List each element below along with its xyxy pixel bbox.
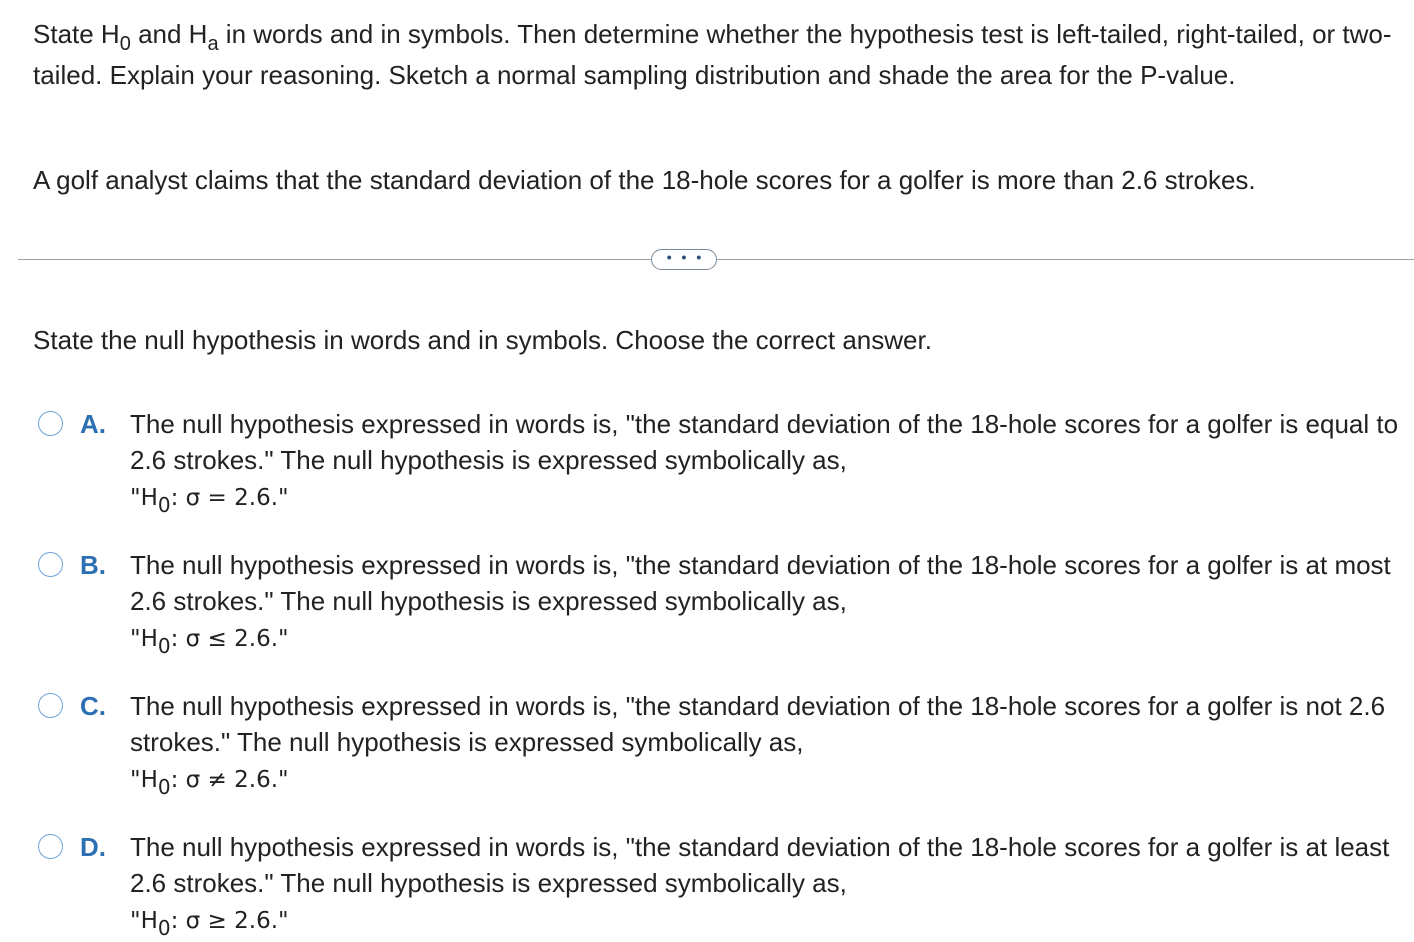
option-d[interactable] (38, 829, 1408, 939)
option-symbol-d: "$H_0$: σ ≥ 2.6." (130, 908, 289, 939)
question-prompt: State the null hypothesis in words and in symbols. Choose the correct answer. (33, 325, 932, 355)
option-text-c (130, 688, 1400, 798)
option-letter-a: A. (80, 409, 106, 439)
claim-statement: A golf analyst claims that the standard deviation of the 18-hole scores for a golfer is more than 2.6 strokes. (33, 165, 1256, 195)
option-words-c: The null hypothesis expressed in words is, "the standard deviation of the 18-hole scores for a golfer is not 2.6 strokes." The null hypothesis is expressed symbolically as, (130, 691, 1386, 757)
radio-button-b[interactable] (38, 552, 63, 577)
option-words-d: The null hypothesis expressed in words is, "the standard deviation of the 18-hole scores for a golfer is at least 2.6 strokes." The null hypothesis is expressed symbolically as, (130, 832, 1390, 898)
option-words-b: The null hypothesis expressed in words is, "the standard deviation of the 18-hole scores for a golfer is at most 2.6 strokes." The null hypothesis is expressed symbolically as, (130, 550, 1391, 616)
option-letter-d: D. (80, 832, 106, 862)
h0-subscript: 0 (119, 33, 131, 55)
radio-button-a[interactable] (38, 411, 63, 436)
option-symbol-a: "$H_0$: σ = 2.6." (130, 485, 289, 517)
option-text-b (130, 547, 1400, 657)
ha-subscript: a (207, 33, 219, 55)
option-letter-c: C. (80, 691, 106, 721)
instructions-part3: in words and in symbols. Then determine whether the hypothesis test is left-tailed, right-tailed, or two-tailed. Explain your reasoning. Sketch a normal sampling distribution and shade the area for the P-value. (33, 19, 1392, 90)
option-c[interactable] (38, 688, 1408, 798)
expand-more-button[interactable] (651, 249, 717, 270)
radio-button-c[interactable] (38, 693, 63, 718)
option-text-d (130, 829, 1400, 939)
option-text-a (130, 406, 1400, 516)
option-symbol-b: "$H_0$: σ ≤ 2.6." (130, 626, 289, 658)
radio-button-d[interactable] (38, 834, 63, 859)
option-letter-b: B. (80, 550, 106, 580)
instructions-part1: State H (33, 19, 120, 49)
option-symbol-c: "$H_0$: σ ≠ 2.6." (130, 767, 289, 799)
instructions (33, 14, 1393, 96)
option-a[interactable] (38, 406, 1408, 516)
option-b[interactable] (38, 547, 1408, 657)
option-words-a: The null hypothesis expressed in words is, "the standard deviation of the 18-hole scores for a golfer is equal to 2.6 strokes." The null hypothesis is expressed symbolically as, (130, 409, 1399, 475)
instructions-part2: and H (130, 19, 208, 49)
more-dots-icon: • • • (666, 248, 705, 265)
